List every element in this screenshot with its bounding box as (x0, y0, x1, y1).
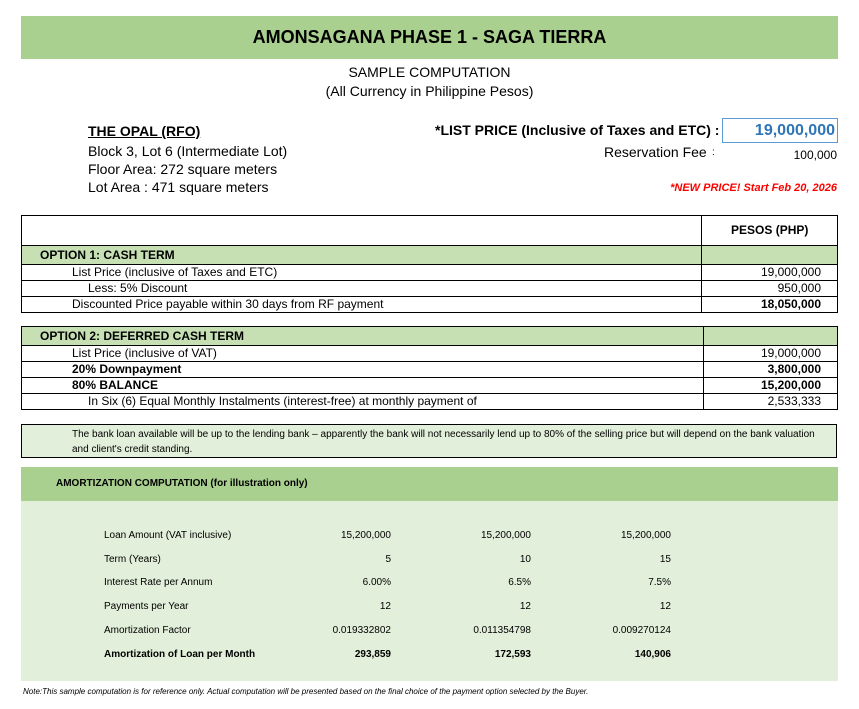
option2-row-label: 80% BALANCE (22, 378, 704, 394)
property-name: THE OPAL (RFO) (88, 123, 201, 139)
amortization-row-label: Payments per Year (104, 601, 189, 612)
amortization-value: 15,200,000 (480, 530, 531, 541)
property-block: Block 3, Lot 6 (Intermediate Lot) (88, 143, 288, 159)
option1-row-label: List Price (inclusive of Taxes and ETC) (22, 265, 702, 281)
amortization-value: 7.5% (648, 577, 671, 588)
option2-row-value: 2,533,333 (703, 394, 837, 410)
reservation-fee-colon: : (712, 147, 715, 158)
bank-loan-note: The bank loan available will be up to the lending bank – apparently the bank will not necessarily lend up to 80% of the selling price but will depend on the bank valuation and client's credit standing. (21, 424, 837, 458)
amortization-value: 15 (659, 554, 671, 565)
amortization-row-label: Loan Amount (VAT inclusive) (104, 530, 232, 541)
option2-title: OPTION 2: DEFERRED CASH TERM (22, 327, 704, 346)
reservation-fee-value: 100,000 (793, 148, 837, 162)
amortization-value: 12 (519, 601, 531, 612)
amortization-row-label: Amortization Factor (104, 625, 191, 636)
amortization-row (21, 553, 838, 567)
amortization-row (21, 529, 838, 543)
option1-row-value: 19,000,000 (702, 265, 838, 281)
amortization-value: 15,200,000 (620, 530, 671, 541)
amortization-value: 6.00% (362, 577, 391, 588)
amortization-row (21, 648, 838, 662)
option2-row-value: 15,200,000 (703, 378, 837, 394)
list-price-value: 19,000,000 (722, 118, 838, 143)
option2-row-label: 20% Downpayment (22, 362, 704, 378)
reservation-fee-label: Reservation Fee (604, 144, 707, 160)
column-header-pesos: PESOS (PHP) (702, 216, 838, 246)
amortization-value: 0.011354798 (473, 625, 531, 636)
subtitle: SAMPLE COMPUTATION (348, 64, 511, 80)
option1-row-label: Discounted Price payable within 30 days from RF payment (22, 297, 702, 313)
amortization-row-label: Term (Years) (104, 554, 161, 565)
currency-note: (All Currency in Philippine Pesos) (325, 83, 534, 99)
amortization-row (21, 576, 838, 590)
amortization-row (21, 600, 838, 614)
option2-row-value: 19,000,000 (703, 346, 837, 362)
amortization-value: 15,200,000 (340, 530, 391, 541)
option1-row-value: 950,000 (702, 281, 838, 297)
payment-options-table (21, 215, 838, 313)
amortization-value: 10 (519, 554, 531, 565)
option2-row-label: In Six (6) Equal Monthly Instalments (interest-free) at monthly payment of (22, 394, 704, 410)
deferred-cash-table (21, 326, 838, 410)
property-lot-area: Lot Area : 471 square meters (88, 179, 269, 195)
amortization-value: 12 (659, 601, 671, 612)
amortization-row-label: Interest Rate per Annum (104, 577, 213, 588)
amortization-value: 12 (379, 601, 391, 612)
amortization-value: 0.009270124 (612, 625, 671, 636)
property-floor-area: Floor Area: 272 square meters (88, 161, 278, 177)
amortization-value: 6.5% (508, 577, 531, 588)
amortization-value: 140,906 (634, 649, 671, 660)
amortization-row-label: Amortization of Loan per Month (104, 649, 256, 660)
amortization-value: 293,859 (354, 649, 391, 660)
footnote: Note:This sample computation is for reference only. Actual computation will be presented based on the final choice of the payment option selected by the Buyer. (23, 687, 589, 696)
amortization-value: 0.019332802 (332, 625, 391, 636)
page-title: AMONSAGANA PHASE 1 - SAGA TIERRA (21, 16, 838, 59)
option2-row-label: List Price (inclusive of VAT) (22, 346, 704, 362)
amortization-title: AMORTIZATION COMPUTATION (for illustration only) (21, 467, 838, 501)
option1-title: OPTION 1: CASH TERM (22, 246, 702, 265)
option2-row-value: 3,800,000 (703, 362, 837, 378)
amortization-row (21, 624, 838, 638)
option1-row-label: Less: 5% Discount (22, 281, 702, 297)
amortization-value: 172,593 (494, 649, 531, 660)
list-price-label: *LIST PRICE (Inclusive of Taxes and ETC) : (435, 122, 720, 138)
new-price-note: *NEW PRICE! Start Feb 20, 2026 (670, 182, 837, 194)
option1-row-value: 18,050,000 (702, 297, 838, 313)
amortization-value: 5 (385, 554, 391, 565)
